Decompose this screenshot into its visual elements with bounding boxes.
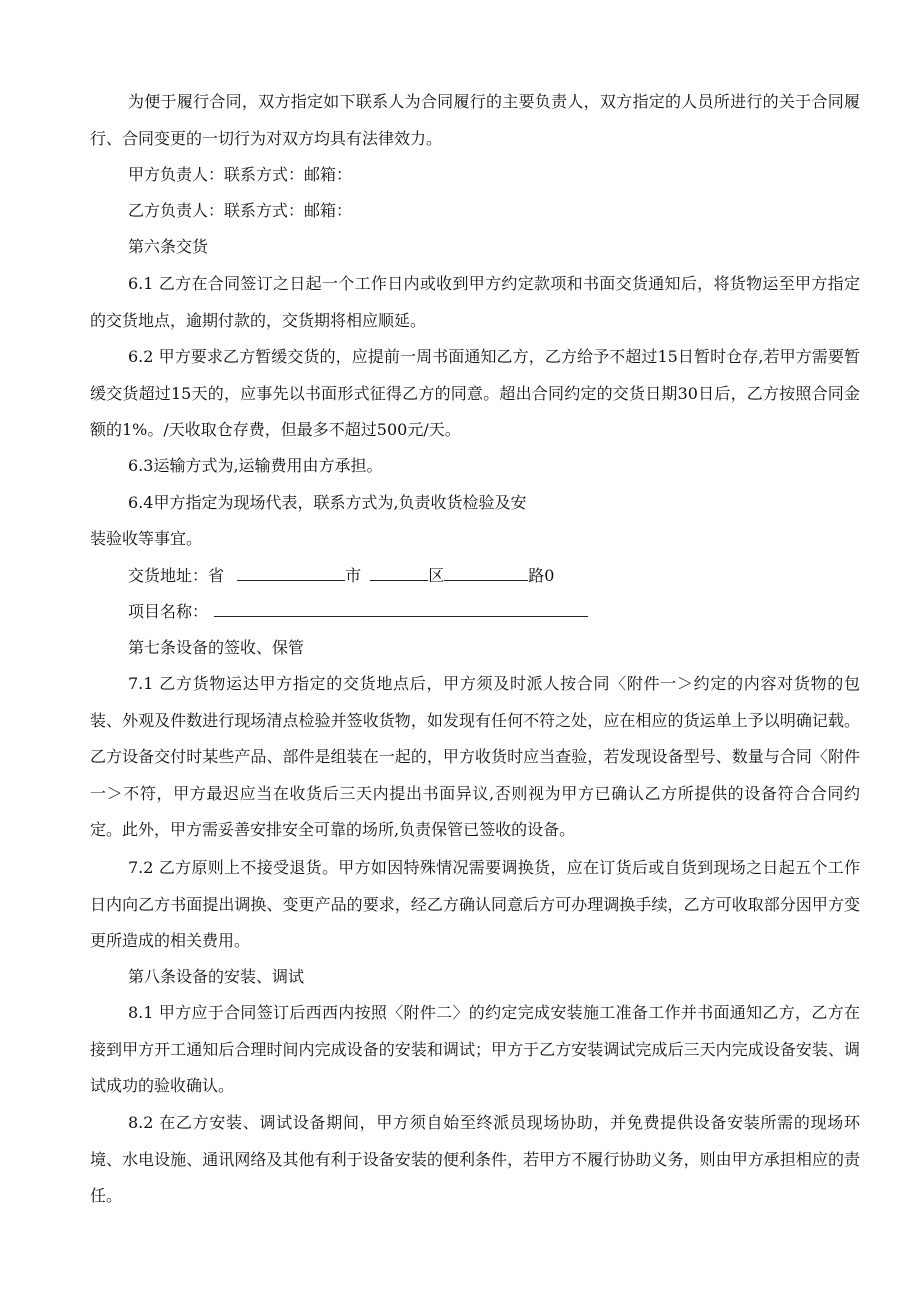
address-province-label: 交货地址：省 <box>128 566 225 585</box>
project-name-blank <box>214 598 588 617</box>
province-blank <box>237 562 345 581</box>
clause-8-2-paragraph: 8.2 在乙方安装、调试设备期间，甲方须自始至终派员现场协助，并免费提供设备安装所需的现场环境、水电设施、通讯网络及其他有利于设备安装的便利条件，若甲方不履行协助义务，则由甲方承担相应的责任。 <box>90 1113 860 1205</box>
delivery-address-line <box>90 558 860 595</box>
clause-7-2-paragraph: 7.2 乙方原则上不接受退货。甲方如因特殊情况需要调换货，应在订货后或自货到现场之日起五个工作日内向乙方书面提出调换、变更产品的要求，经乙方确认同意后方可办理调换手续，乙方可收取部分因甲方变更所造成的相关费用。 <box>90 858 860 950</box>
address-district-label: 区 <box>428 566 445 585</box>
contacts-intro-paragraph: 为便于履行合同，双方指定如下联系人为合同履行的主要负责人，双方指定的人员所进行的关于合同履行、合同变更的一切行为对双方均具有法律效力。 <box>90 92 860 148</box>
address-city-label: 市 <box>345 566 362 585</box>
article-8-heading: 第八条设备的安装、调试 <box>128 967 305 986</box>
clause-6-4-line-2: 装验收等事宜。 <box>90 529 203 548</box>
article-7-heading: 第七条设备的签收、保管 <box>128 638 305 657</box>
article-6-heading: 第六条交货 <box>128 237 209 256</box>
party-b-contact-line: 乙方负责人：联系方式：邮箱： <box>128 201 353 220</box>
clause-6-1-paragraph: 6.1 乙方在合同签订之日起一个工作日内或收到甲方约定款项和书面交货通知后，将货物运至甲方指定的交货地点，逾期付款的，交货期将相应顺延。 <box>90 274 860 330</box>
clause-8-1-paragraph: 8.1 甲方应于合同签订后西西内按照〈附件二〉的约定完成安装施工准备工作并书面通知乙方，乙方在接到甲方开工通知后合理时间内完成设备的安装和调试；甲方于乙方安装调试完成后三天内完成设备安装、调试成功的验收确认。 <box>90 1003 860 1095</box>
district-blank <box>444 562 528 581</box>
party-a-contact-line: 甲方负责人：联系方式：邮箱： <box>128 165 353 184</box>
project-name-label: 项目名称： <box>128 602 209 621</box>
clause-7-1-paragraph: 7.1 乙方货物运达甲方指定的交货地点后，甲方须及时派人按合同〈附件一＞约定的内容对货物的包装、外观及件数进行现场清点检验并签收货物，如发现有任何不符之处，应在相应的货运单上予以明确记载。乙方设备交付时某些产品、部件是组装在一起的，甲方收货时应当查验，若发现设备型号、数量与合同〈附件一＞不符，甲方最迟应当在收货后三天内提出书面异议,否则视为甲方已确认乙方所提供的设备符合合同约定。此外，甲方需妥善安排安全可靠的场所,负责保管已签收的设备。 <box>90 674 860 839</box>
address-road-label: 路0 <box>528 566 555 585</box>
clause-6-4-line-1: 6.4甲方指定为现场代表，联系方式为,负责收货检验及安 <box>128 493 527 512</box>
city-blank <box>370 562 428 581</box>
clause-6-3-paragraph: 6.3运输方式为,运输费用由方承担。 <box>128 456 383 475</box>
project-name-line <box>90 594 860 631</box>
clause-6-2-paragraph: 6.2 甲方要求乙方暂缓交货的，应提前一周书面通知乙方，乙方给予不超过15日暂时仓存,若甲方需要暂缓交货超过15天的，应事先以书面形式征得乙方的同意。超出合同约定的交货日期30日后，乙方按照合同金额的1%。/天收取仓存费，但最多不超过500元/天。 <box>90 347 860 439</box>
